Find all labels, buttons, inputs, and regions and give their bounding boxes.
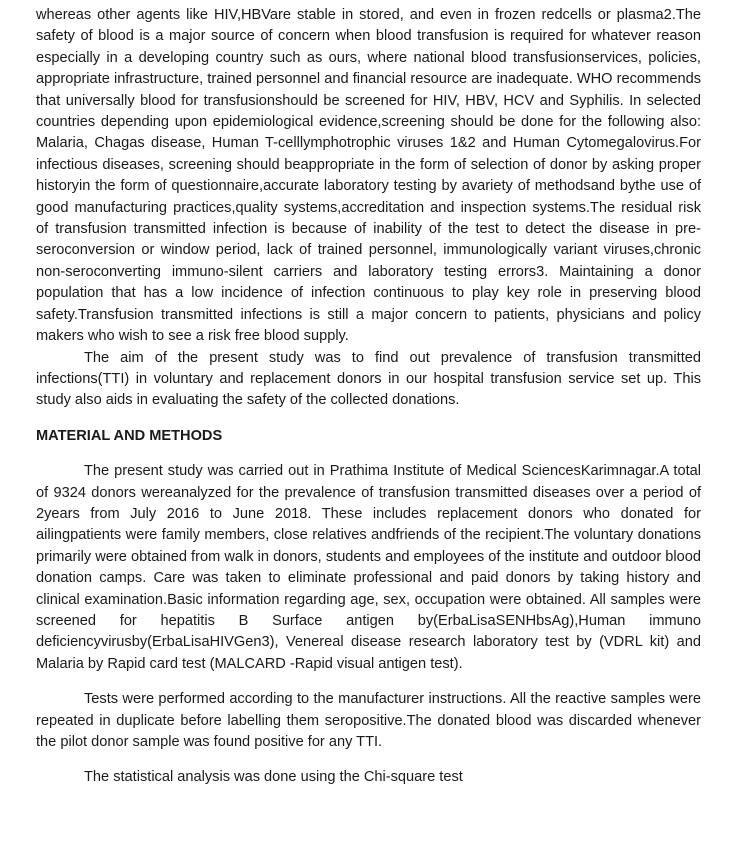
paragraph-testing-procedure: Tests were performed according to the manufacturer instructions. All the reactive samples were repeated in duplicate before labelling them seropositive.The donated blood was discarded whenever the pilot donor sample was found positive for any TTI. — [36, 691, 701, 750]
paragraph-statistical-analysis: The statistical analysis was done using the Chi-square test — [84, 769, 463, 786]
section-heading-methods: MATERIAL AND METHODS — [36, 427, 223, 444]
paragraph-study-setting: The present study was carried out in Prathima Institute of Medical SciencesKarimnagar.A total of 9324 donors wereanalyzed for the prevalence of transfusion transmitted diseases over a period of 2years from July 2016 to June 2018. These includes replacement donors who donated for ailingpatients were family members, close relatives andfriends of the recipient.The voluntary donations primarily were obtained from walk in donors, students and employees of the institute and outdoor blood donation camps. Care was taken to eliminate professional and paid donors by taking history and clinical examination.Basic information regarding age, sex, occupation were obtained. All samples were screened for hepatitis B Surface antigen by(ErbaLisaSENHbsAg),Human immuno deficiencyvirusby(ErbaLisaHIVGen3), Venereal disease research laboratory test by (VDRL kit) and Malaria by Rapid card test (MALCARD -Rapid visual antigen test). — [36, 463, 701, 672]
paragraph-blood-safety: whereas other agents like HIV,HBVare stable in stored, and even in frozen redcells or plasma2.The safety of blood is a major source of concern when blood transfusion is required for whatever reason especially in a developing country such as ours, where national blood transfusionservices, policies, appropriate infrastructure, trained personnel and financial resource are inadequate. WHO recommends that universally blood for transfusionshould be screened for HIV, HBV, HCV and Syphilis. In selected countries depending upon epidemiological evidence,screening should be done for the following also: Malaria, Chagas disease, Human T-celllymphotrophic viruses 1&2 and Human Cytomegalovirus.For infectious diseases, screening should beappropriate in the form of selection of donor by asking proper historyin the form of questionnaire,accurate laboratory testing by avariety of methodsand bythe use of good manufacturing practices,quality systems,accreditation and inspection systems.The residual risk of transfusion transmitted infection is because of inability of the test to detect the disease in pre-seroconversion or window period, lack of trained personnel, immunologically variant viruses,chronic non-seroconverting immuno-silent carriers and laboratory testing errors3. Maintaining a donor population that has a low incidence of infection continuous to play key role in preserving blood safety.Transfusion transmitted infections is still a major concern to patients, physicians and policy makers who wish to see a risk free blood supply. — [36, 7, 701, 345]
paragraph-study-aim: The aim of the present study was to find out prevalence of transfusion transmitted infections(TTI) in voluntary and replacement donors in our hospital transfusion service set up. This study also aids in evaluating the safety of the collected donations. — [36, 349, 701, 409]
document-page — [36, 5, 701, 789]
